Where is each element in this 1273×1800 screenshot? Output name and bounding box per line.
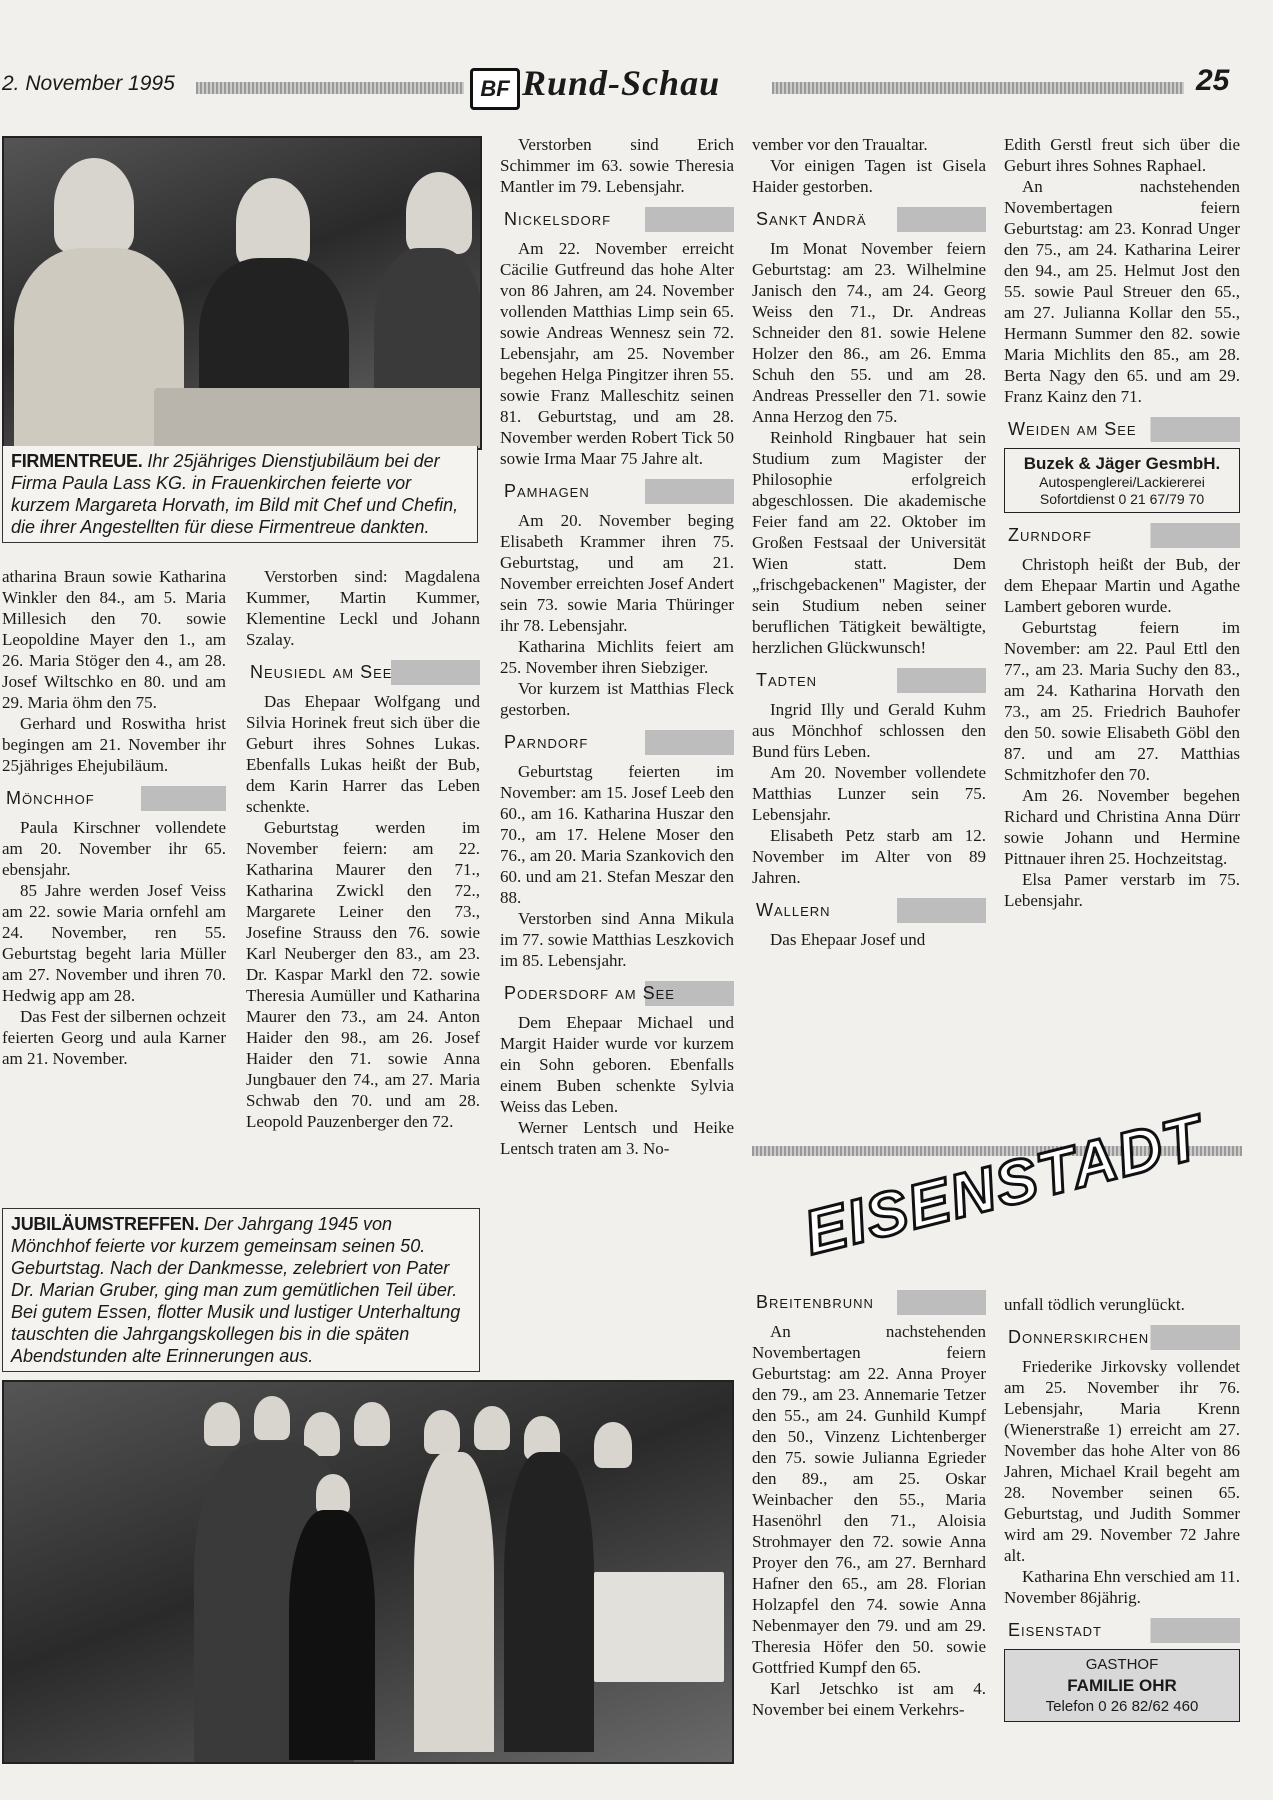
paragraph: Am 26. November begehen Richard und Christina Anna Dürr sowie Johann und Hermine Pittnauer ihren 25. Hochzeitstag.: [1004, 786, 1240, 868]
brand-title: Rund-Schau: [522, 63, 721, 103]
ad-line: GASTHOF: [1085, 1656, 1159, 1673]
paragraph: Am 20. November beging Elisabeth Krammer ihren 75. Geburtstag, und am 21. November erreichten Josef Andert sein 73. sowie Maria Thüringer ihr 78. Lebensjahr.: [500, 511, 734, 635]
paragraph: Ingrid Illy und Gerald Kuhm aus Mönchhof schlossen den Bund fürs Leben.: [752, 700, 986, 761]
paragraph: Das Fest der silbernen ochzeit feierten Georg und aula Karner am 21. November.: [2, 1007, 226, 1068]
caption-text: Der Jahrgang 1945 von Mönchhof feierte vor kurzem gemeinsam seinen 50. Geburtstag. Nach der Dankmesse, zelebriert von Pater Dr. Marian Gruber, ging man zum gemütlichen Teil über. Bei gutem Essen, flotter Musik und lustiger Unterhaltung tauschten die Jahrgangskollegen bis in die späten Abendstunden alte Erinnerungen aus.: [11, 1214, 461, 1366]
paragraph: Verstorben sind Erich Schimmer im 63. sowie Theresia Mantler im 79. Lebensjahr.: [500, 135, 734, 196]
bf-logo: BF: [470, 68, 520, 110]
section-heading: Nickelsdorf: [500, 207, 734, 232]
caption-firmentreue: [2, 446, 478, 543]
paragraph: Verstorben sind Anna Mikula im 77. sowie Matthias Leszkovich im 85. Lebensjahr.: [500, 909, 734, 970]
paragraph: unfall tödlich verunglückt.: [1004, 1295, 1185, 1314]
paragraph: Reinhold Ringbauer hat sein Studium zum Magister der Philosophie erfolgreich abgeschlossen. Die akademische Feier fand am 22. Oktober im Großen Festsaal der Universität Wien statt. Dem „frischgebackenen" Magister, der sein Studium neben seiner beruflichen Tätigkeit bewältigte, herzlichen Glückwunsch!: [752, 428, 986, 657]
paragraph: Elisabeth Petz starb am 12. November im Alter von 89 Jahren.: [752, 826, 986, 887]
paragraph: Verstorben sind: Magdalena Kummer, Martin Kummer, Klementine Leckl und Johann Szalay.: [246, 567, 480, 649]
header-rule-right: [772, 82, 1184, 94]
section-heading: Mönchhof: [2, 786, 226, 811]
section-heading: Donnerskirchen: [1004, 1325, 1240, 1350]
paragraph: Gerhard und Roswitha hrist begingen am 21. November ihr 25jähriges Ehejubiläum.: [2, 714, 226, 775]
section-heading: Eisenstadt: [1004, 1618, 1240, 1643]
paragraph: Geburtstag feiern im November: am 22. Paul Ettl den 77., am 23. Maria Suchy den 83., am 24. Katharina Horvath den 73., am 25. Friedrich Bauhofer den 50. sowie Elisabeth Göbl den 87. und am 27. Matthias Schmitzhofer den 70.: [1004, 618, 1240, 784]
section-heading: Weiden am See: [1004, 417, 1240, 442]
caption-lead: FIRMENTREUE.: [11, 451, 143, 471]
paragraph: Vor kurzem ist Matthias Fleck gestorben.: [500, 679, 734, 719]
paragraph: Dem Ehepaar Michael und Margit Haider wurde vor kurzem ein Sohn geboren. Ebenfalls einem Buben schenkte Sylvia Weiss das Leben.: [500, 1013, 734, 1116]
section-heading: Parndorf: [500, 730, 734, 755]
column-6: [752, 1290, 986, 1720]
paragraph: Katharina Michlits feiert am 25. November ihren Siebziger.: [500, 637, 734, 677]
section-heading: Pamhagen: [500, 479, 734, 504]
paragraph: Geburtstag feierten im November: am 15. Josef Leeb den 60., am 16. Katharina Huszar den 70., am 17. Helene Moser den 76., am 20. Maria Szankovich den 60. und am 21. Stefan Meszar den 88.: [500, 762, 734, 907]
section-heading: Sankt Andrä: [752, 207, 986, 232]
column-3: [500, 134, 734, 1159]
ad-line: Telefon 0 26 82/62 460: [1045, 1698, 1199, 1715]
paragraph: Das Ehepaar Josef und: [770, 930, 926, 949]
paragraph: An nachstehenden Novembertagen feiern Geburtstag: am 23. Konrad Unger den 75., am 24. Katharina Leirer den 94., am 25. Helmut Jost den 55. sowie Paul Streuer den 65., am 27. Julianna Kollar den 55., Hermann Summer den 82. sowie Maria Michlits den 85., am 28. Berta Nagy den 65. und am 29. Franz Kainz den 71.: [1004, 177, 1240, 406]
section-heading: Wallern: [752, 898, 986, 923]
caption-text: Ihr 25jähriges Dienstjubiläum bei der Firma Paula Lass KG. in Frauenkirchen feierte vor kurzem Margareta Horvath, im Bild mit Chef und Chefin, die ihrer Angestellten für diese Firmentreue dankten.: [11, 451, 459, 537]
paragraph: Im Monat November feiern Geburtstag: am 23. Wilhelmine Janisch den 74., am 24. Georg Weiss den 71., Dr. Andreas Schneider den 81. sowie Helene Holzer den 86., am 26. Emma Schuh den 55. und am 28. Andreas Presseller den 71. sowie Anna Herzog den 75.: [752, 239, 986, 426]
column-2: [246, 566, 480, 1132]
ad-gasthof-ohr: [1004, 1649, 1240, 1722]
column-7: [1004, 1294, 1240, 1722]
paragraph: atharina Braun sowie Katharina Winkler den 84., am 5. Maria Millesich den 70. sowie Leopoldine Mayer den 1., am 26. Maria Stöger den 4., am 28. Josef Wiltschko en 80. und am 29. Maria öhm den 75.: [2, 567, 226, 712]
paragraph: Am 22. November erreicht Cäcilie Gutfreund das hohe Alter von 86 Jahren, am 24. November vollenden Matthias Limp sein 65. sowie Andreas Wennesz sein 72. Lebensjahr, am 25. November begehen Helga Pingitzer ihren 55. sowie Franz Malleschitz seinen 81. Geburtstag, und am 28. November werden Robert Tick 50 sowie Irma Maar 75 Jahre alt.: [500, 239, 734, 468]
paragraph: Das Ehepaar Wolfgang und Silvia Horinek freut sich über die Geburt ihres Sohnes Lukas. Ebenfalls Lukas heißt der Bub, dem Karin Harrer das Leben schenkte.: [246, 692, 480, 816]
paragraph: 85 Jahre werden Josef Veiss am 22. sowie Maria ornfehl am 24. November, ren 55. Geburtstag begeht laria Müller am 27. November und ihren 70. Hedwig app am 28.: [2, 881, 226, 1005]
caption-lead: JUBILÄUMSTREFFEN.: [11, 1214, 199, 1234]
eisenstadt-banner: EISENSTADT: [797, 1102, 1211, 1269]
section-heading: Breitenbrunn: [752, 1290, 986, 1315]
paragraph: Elsa Pamer verstarb im 75. Lebensjahr.: [1004, 870, 1240, 910]
column-5: [1004, 134, 1240, 911]
caption-jubilaeum: [2, 1208, 480, 1372]
paragraph: An nachstehenden Novembertagen feiern Geburtstag: am 22. Anna Proyer den 79., am 23. Annemarie Tetzer den 55., am 24. Gunhild Kumpf den 50., Vinzenz Lichtenberger den 75. sowie Julianna Egrieder den 89., am 25. Oskar Weinbacher den 55., Maria Hasenöhrl den 71., Aloisia Strohmayer den 72. sowie Anna Proyer den 76., am 27. Bernhard Hafner den 65., am 28. Florian Holzapfel den 74. sowie Anna Nebenmayer den 79. und am 29. Theresia Höfer den 50. sowie Gottfried Kumpf den 65.: [752, 1322, 986, 1677]
ad-line: Sofortdienst 0 21 67/79 70: [1039, 491, 1205, 507]
photo-jahrgangstreffen: [2, 1380, 734, 1764]
column-1: [2, 566, 226, 1069]
page-number: 25: [1196, 64, 1230, 97]
section-heading: Neusiedl am See: [246, 660, 480, 685]
header-rule-left: [196, 82, 464, 94]
paragraph: Christoph heißt der Bub, der dem Ehepaar Martin und Agathe Lambert geboren wurde.: [1004, 555, 1240, 616]
issue-date: 2. November 1995: [2, 72, 175, 95]
paragraph: Am 20. November vollendete Matthias Lunzer sein 75. Lebensjahr.: [752, 763, 986, 824]
paragraph: Werner Lentsch und Heike Lentsch traten am 3. No-: [500, 1118, 734, 1158]
ad-buzek-jaeger: [1004, 448, 1240, 513]
ad-name: FAMILIE OHR: [1067, 1676, 1177, 1695]
paragraph: Friederike Jirkovsky vollendet am 25. November ihr 76. Lebensjahr, Maria Krenn (Wienerstraße 1) erreicht am 27. November das hohe Alter von 86 Jahren, Michael Krail begeht am 28. November seinen 65. Geburtstag, und Judith Sommer wird am 29. November 72 Jahre alt.: [1004, 1357, 1240, 1565]
paragraph: Paula Kirschner vollendete am 20. November ihr 65. ebensjahr.: [2, 818, 226, 879]
paragraph: Edith Gerstl freut sich über die Geburt ihres Sohnes Raphael.: [1004, 135, 1240, 175]
paragraph: vember vor den Traualtar.: [752, 135, 928, 154]
paragraph: Vor einigen Tagen ist Gisela Haider gestorben.: [752, 156, 986, 196]
paragraph: Katharina Ehn verschied am 11. November 86jährig.: [1004, 1567, 1240, 1607]
paragraph: Karl Jetschko ist am 4. November bei einem Verkehrs-: [752, 1679, 986, 1719]
column-4: [752, 134, 986, 950]
section-heading: Podersdorf am See: [500, 981, 734, 1006]
section-heading: Tadten: [752, 668, 986, 693]
paragraph: Geburtstag werden im November feiern: am 22. Katharina Maurer den 71., Katharina Zwickl den 72., Margarete Leiner den 73., Josefine Strauss den 76. sowie Karl Neuberger den 83., am 23. Dr. Kaspar Markl den 72. sowie Theresia Aumüller und Katharina Maurer den 73., am 24. Anton Haider den 98., am 26. Josef Haider den 71. sowie Anna Jungbauer den 74., am 27. Maria Schwab den 70. und am 28. Leopold Pauzenberger den 72.: [246, 818, 480, 1131]
photo-firmentreue: [2, 136, 482, 450]
ad-line: Autospenglerei/Lackiererei: [1039, 474, 1205, 490]
section-heading: Zurndorf: [1004, 523, 1240, 548]
ad-name: Buzek & Jäger GesmbH.: [1023, 454, 1221, 473]
